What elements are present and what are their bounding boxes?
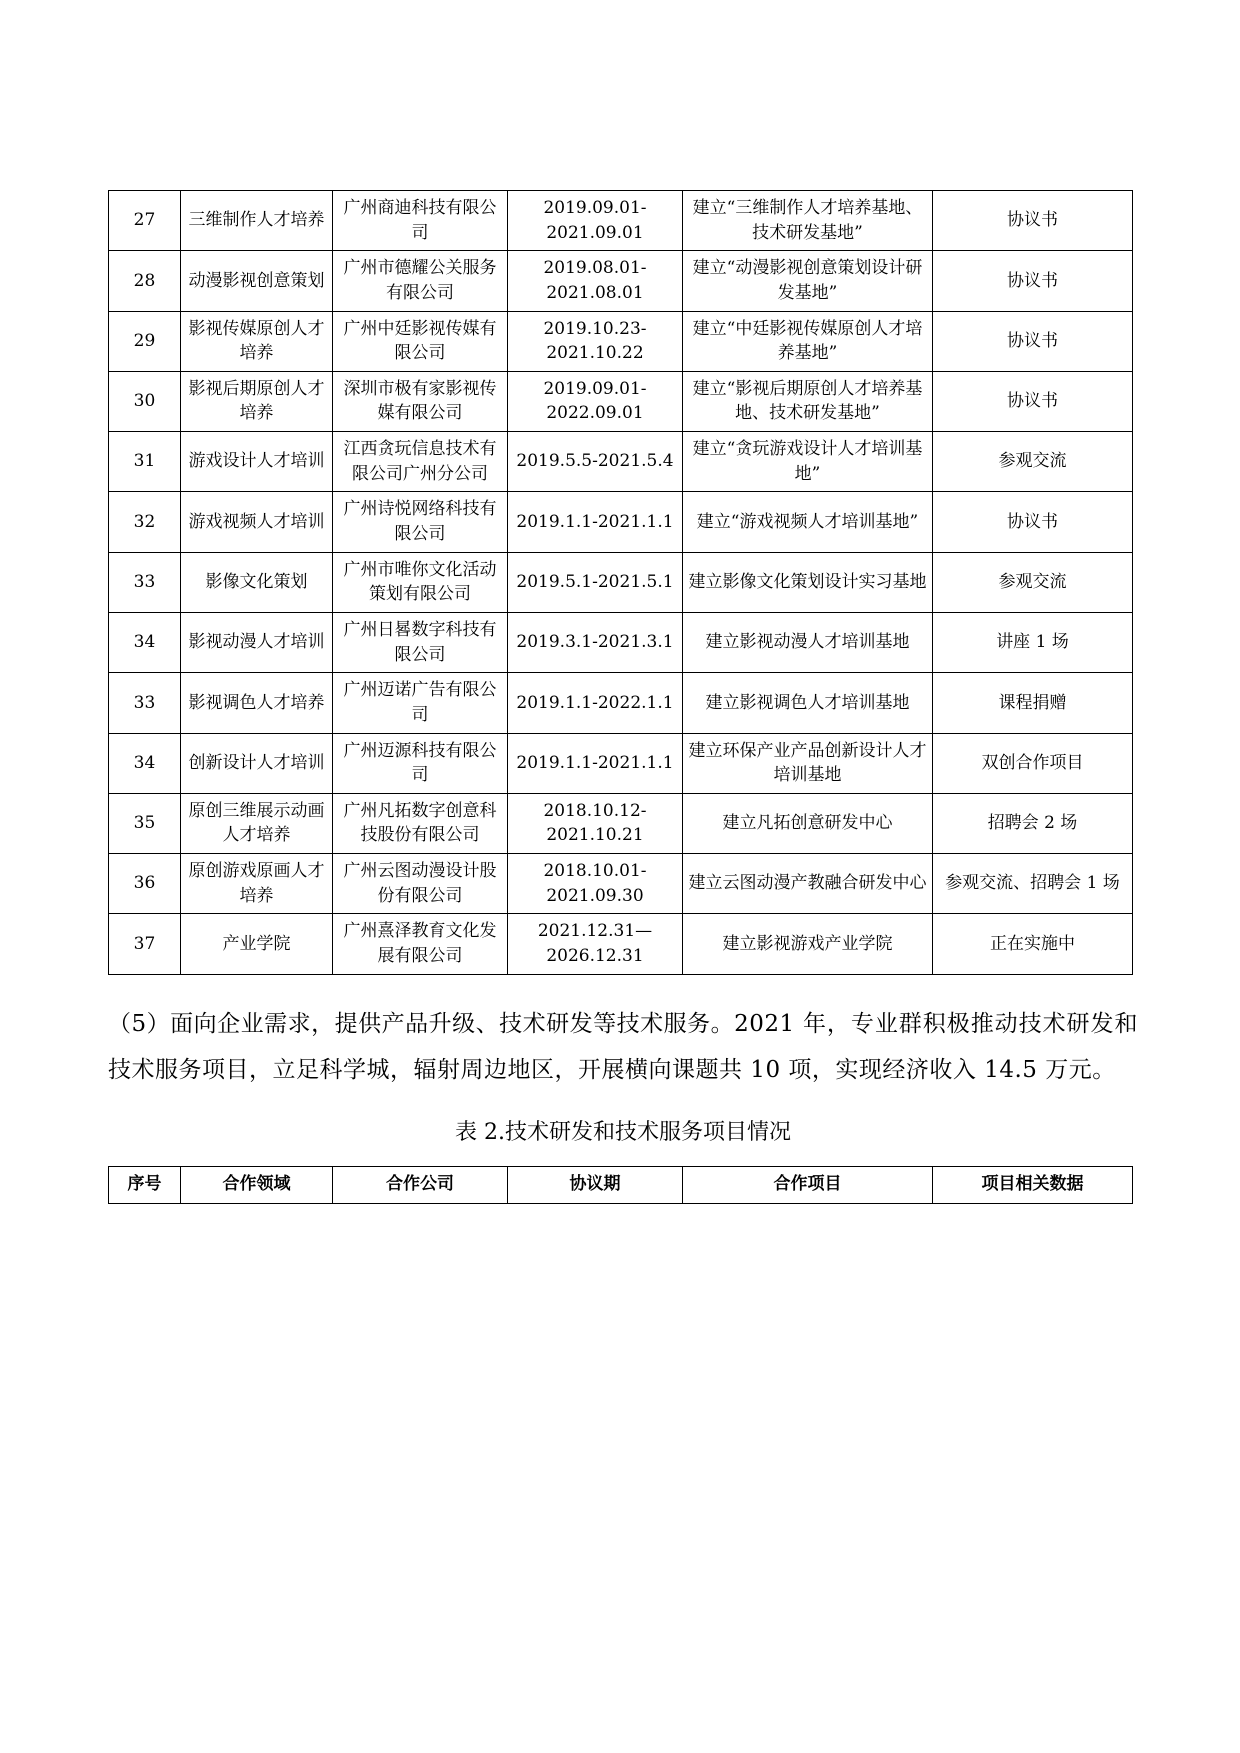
cell-company: 广州市德耀公关服务有限公司	[333, 251, 508, 311]
table-row	[109, 432, 1133, 492]
body-paragraph	[108, 1001, 1138, 1093]
cell-company: 广州熹泽教育文化发展有限公司	[333, 914, 508, 974]
cell-data: 参观交流、招聘会 1 场	[933, 854, 1133, 914]
cell-field: 影视调色人才培养	[181, 673, 333, 733]
paragraph-line-1: （5）面向企业需求，提供产品升级、技术研发等技术服务。	[108, 1010, 735, 1037]
cell-field: 三维制作人才培养	[181, 191, 333, 251]
header-no: 序号	[109, 1166, 181, 1203]
table-row	[109, 914, 1133, 974]
cell-project: 建立“游戏视频人才培训基地”	[683, 492, 933, 552]
cell-no: 33	[109, 552, 181, 612]
header-term: 协议期	[508, 1166, 683, 1203]
cell-no: 37	[109, 914, 181, 974]
cell-term: 2018.10.01-2021.09.30	[508, 854, 683, 914]
cell-field: 创新设计人才培训	[181, 733, 333, 793]
cell-no: 34	[109, 733, 181, 793]
cell-company: 广州中廷影视传媒有限公司	[333, 311, 508, 371]
cell-company: 广州诗悦网络科技有限公司	[333, 492, 508, 552]
table-row	[109, 371, 1133, 431]
cell-project: 建立“中廷影视传媒原创人才培养基地”	[683, 311, 933, 371]
cell-no: 36	[109, 854, 181, 914]
table-row	[109, 854, 1133, 914]
cell-term: 2019.08.01-2021.08.01	[508, 251, 683, 311]
cell-project: 建立“贪玩游戏设计人才培训基地”	[683, 432, 933, 492]
cell-term: 2018.10.12-2021.10.21	[508, 793, 683, 853]
cell-no: 35	[109, 793, 181, 853]
cell-term: 2019.1.1-2021.1.1	[508, 492, 683, 552]
cell-data: 协议书	[933, 251, 1133, 311]
cell-field: 原创三维展示动画人才培养	[181, 793, 333, 853]
cell-term: 2019.10.23-2021.10.22	[508, 311, 683, 371]
cell-data: 参观交流	[933, 552, 1133, 612]
cell-data: 讲座 1 场	[933, 612, 1133, 672]
tech-service-table	[108, 1166, 1133, 1204]
cell-field: 原创游戏原画人才培养	[181, 854, 333, 914]
header-data: 项目相关数据	[933, 1166, 1133, 1203]
header-field: 合作领域	[181, 1166, 333, 1203]
cell-term: 2019.5.5-2021.5.4	[508, 432, 683, 492]
cell-term: 2019.09.01-2021.09.01	[508, 191, 683, 251]
table-row	[109, 311, 1133, 371]
cell-company: 广州云图动漫设计股份有限公司	[333, 854, 508, 914]
cell-data: 正在实施中	[933, 914, 1133, 974]
cell-project: 建立影视调色人才培训基地	[683, 673, 933, 733]
cell-project: 建立影视游戏产业学院	[683, 914, 933, 974]
cell-no: 30	[109, 371, 181, 431]
cell-no: 33	[109, 673, 181, 733]
cell-term: 2021.12.31—2026.12.31	[508, 914, 683, 974]
cell-field: 影像文化策划	[181, 552, 333, 612]
cell-company: 深圳市极有家影视传媒有限公司	[333, 371, 508, 431]
table-header-row	[109, 1166, 1133, 1203]
table-row	[109, 251, 1133, 311]
cell-field: 动漫影视创意策划	[181, 251, 333, 311]
table-row	[109, 793, 1133, 853]
cell-company: 广州凡拓数字创意科技股份有限公司	[333, 793, 508, 853]
cell-field: 游戏设计人才培训	[181, 432, 333, 492]
cell-term: 2019.3.1-2021.3.1	[508, 612, 683, 672]
cell-field: 游戏视频人才培训	[181, 492, 333, 552]
table2-caption: 表 2.技术研发和技术服务项目情况	[455, 1119, 791, 1145]
paragraph-line-2: 2021 年，专业群积极推动技术研发和技术服务项目，立足科学城，辐射周边地区，开展横向课题共 10 项，实现经济收入 14.5 万元。	[108, 1010, 1138, 1083]
table-row	[109, 612, 1133, 672]
header-project: 合作项目	[683, 1166, 933, 1203]
header-company: 合作公司	[333, 1166, 508, 1203]
cell-term: 2019.5.1-2021.5.1	[508, 552, 683, 612]
cell-project: 建立影视动漫人才培训基地	[683, 612, 933, 672]
cell-no: 31	[109, 432, 181, 492]
cell-project: 建立凡拓创意研发中心	[683, 793, 933, 853]
table-row	[109, 673, 1133, 733]
cell-project: 建立“三维制作人才培养基地、技术研发基地”	[683, 191, 933, 251]
cell-field: 影视传媒原创人才培养	[181, 311, 333, 371]
cell-project: 建立环保产业产品创新设计人才培训基地	[683, 733, 933, 793]
cell-company: 江西贪玩信息技术有限公司广州分公司	[333, 432, 508, 492]
table-row	[109, 733, 1133, 793]
cell-data: 协议书	[933, 492, 1133, 552]
cell-company: 广州商迪科技有限公司	[333, 191, 508, 251]
cell-field: 影视动漫人才培训	[181, 612, 333, 672]
cell-project: 建立影像文化策划设计实习基地	[683, 552, 933, 612]
cell-company: 广州迈源科技有限公司	[333, 733, 508, 793]
table-row	[109, 191, 1133, 251]
cell-term: 2019.1.1-2021.1.1	[508, 733, 683, 793]
cell-no: 32	[109, 492, 181, 552]
table-row	[109, 492, 1133, 552]
cell-data: 招聘会 2 场	[933, 793, 1133, 853]
cell-company: 广州市唯你文化活动策划有限公司	[333, 552, 508, 612]
cell-project: 建立云图动漫产教融合研发中心	[683, 854, 933, 914]
cell-data: 协议书	[933, 311, 1133, 371]
cell-data: 课程捐赠	[933, 673, 1133, 733]
table-row	[109, 552, 1133, 612]
cooperation-projects-table	[108, 190, 1133, 975]
cell-data: 协议书	[933, 191, 1133, 251]
cell-no: 34	[109, 612, 181, 672]
cell-data: 参观交流	[933, 432, 1133, 492]
cell-no: 27	[109, 191, 181, 251]
cell-data: 双创合作项目	[933, 733, 1133, 793]
cell-company: 广州日晷数字科技有限公司	[333, 612, 508, 672]
cell-no: 29	[109, 311, 181, 371]
cell-term: 2019.09.01-2022.09.01	[508, 371, 683, 431]
cell-term: 2019.1.1-2022.1.1	[508, 673, 683, 733]
cell-field: 产业学院	[181, 914, 333, 974]
cell-project: 建立“影视后期原创人才培养基地、技术研发基地”	[683, 371, 933, 431]
cell-company: 广州迈诺广告有限公司	[333, 673, 508, 733]
page-content	[108, 190, 1138, 1204]
cell-project: 建立“动漫影视创意策划设计研发基地”	[683, 251, 933, 311]
cell-data: 协议书	[933, 371, 1133, 431]
cell-field: 影视后期原创人才培养	[181, 371, 333, 431]
cell-no: 28	[109, 251, 181, 311]
